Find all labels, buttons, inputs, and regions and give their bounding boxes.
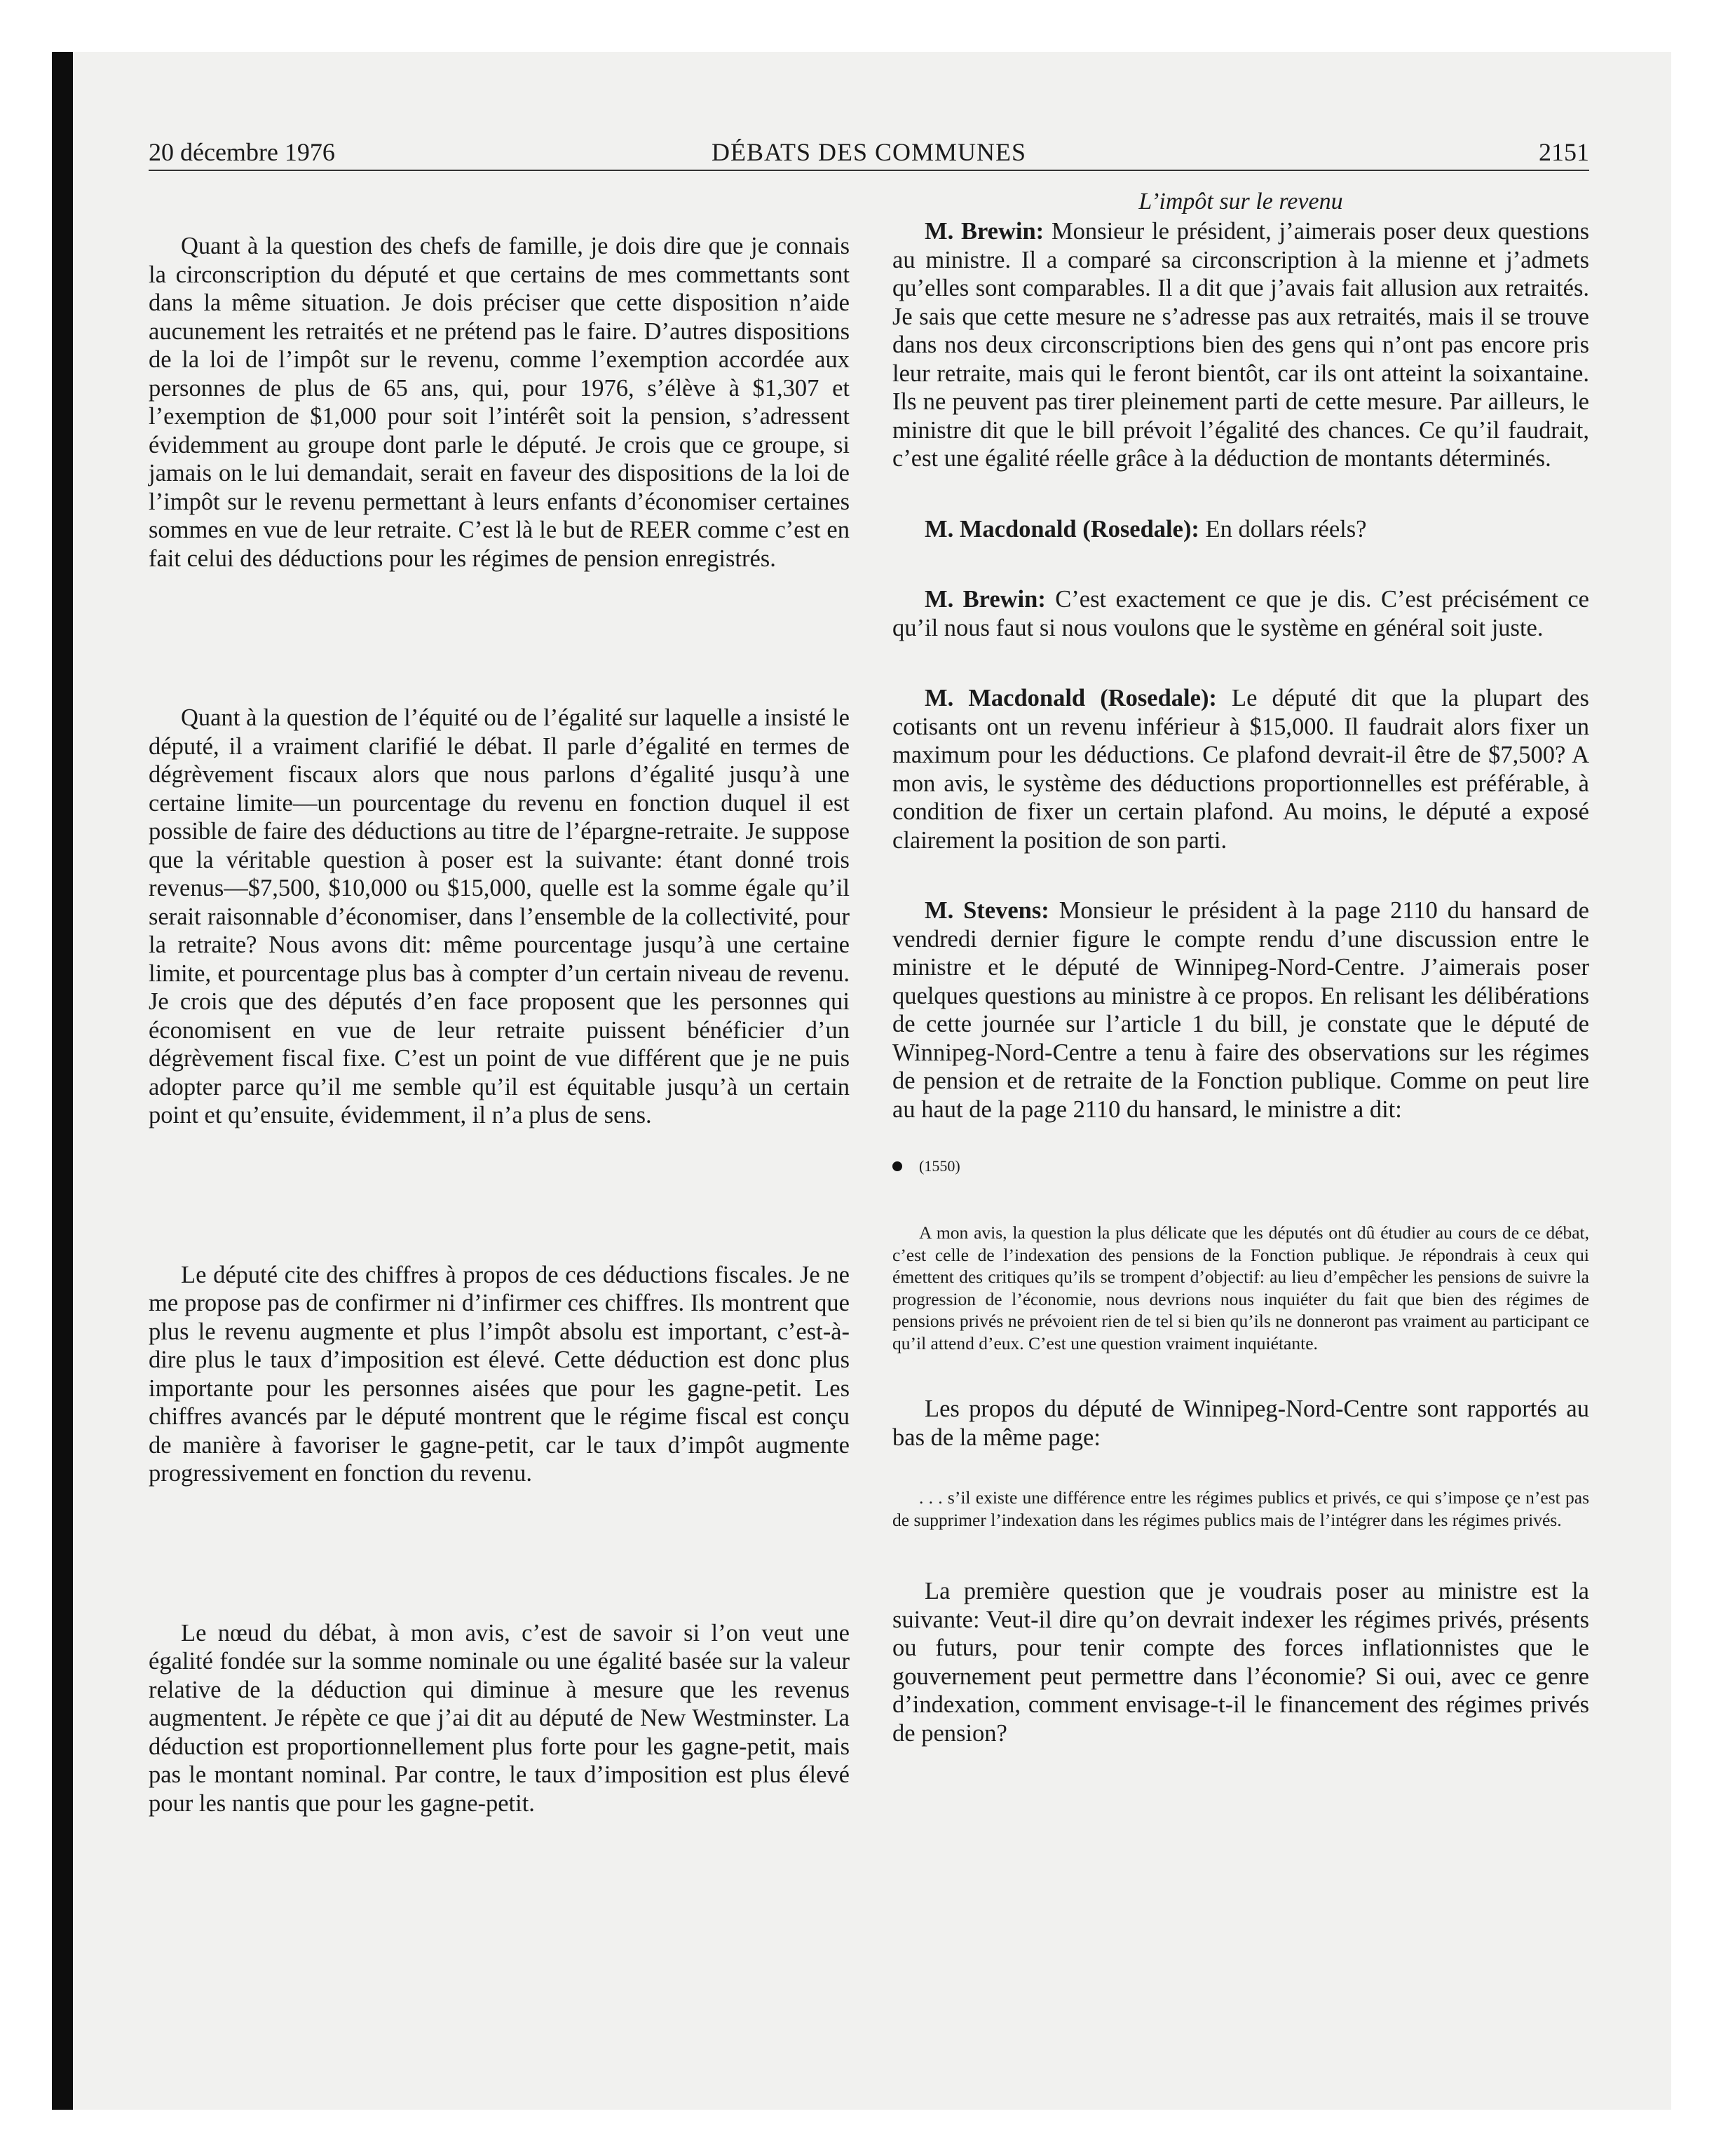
paragraph-equity: Quant à la question de l’équité ou de l’égalité sur laquelle a insisté le député, il a vraiment clarifié le débat. Il parle d’égalité en termes de dégrèvement fiscaux alors que nous parlons d’égalité jusqu’à une certaine limite—un pourcentage du revenu en fonction duquel il est possible de faire des déductions au titre de l’épargne-retraite. Je suppose que la véritable question à poser est la suivante: étant donné trois revenus—$7,500, $10,000 ou $15,000, quelle est la somme égale qu’il serait raisonnable d’économiser, dans l’ensemble de la collectivité, pour la retraite? Nous avons dit: même pourcentage jusqu’à une certaine limite, et pourcentage plus bas à compter d’un certain niveau de revenu. Je crois que des députés d’en face proposent que les personnes qui économisent en vue de leur retraite puissent bénéficier d’un dégrèvement fiscal fixe. C’est un point de vue différent que je ne puis adopter parce qu’il me semble qu’il est équitable jusqu’à un certain point et qu’ensuite, évidemment, il n’a plus de sens. [149, 704, 850, 1128]
paragraph-heads-of-family: Quant à la question des chefs de famille, je dois dire que je connais la circonscription du député et que certains de mes commettants sont dans la même situation. Je dois préciser que cette disposition n’aide aucunement les retraités et ne prétend pas le faire. D’autres dispositions de la loi de l’impôt sur le revenu, comme l’exemption accordée aux personnes de plus de 65 ans, qui, pour 1976, s’élève à $1,307 et l’exemption de $1,000 pour soit l’intérêt soit la pension, s’adressent évidemment au groupe dont parle le député. Je crois que ce groupe, si jamais on le lui demandait, serait en faveur des dispositions de la loi de l’impôt sur le revenu permettant à leurs enfants d’économiser certaines sommes en vue de leur retraite. C’est là le but de REER comme c’est en fait celui des déductions pour les régimes de pension enregistrés. [149, 233, 850, 572]
right-column [892, 188, 1589, 1747]
speaker-name: M. Brewin: [925, 586, 1046, 613]
speaker-name: M. Macdonald (Rosedale): [925, 685, 1217, 711]
quote-minister: A mon avis, la question la plus délicate que les députés ont dû étudier au cours de ce débat, c’est celle de l’indexation des pensions de la Fonction publique. Je répondrais à ceux qui émettent des critiques qu’ils se trompent d’objectif: au lieu d’empêcher les pensions de suivre la progression de l’économie, nous devrions nous inquiéter du fait que bien des régimes de pensions privés ne prévoient rien de tel si bien qu’ils ne donneront pas vraiment au participant ce qu’il attend d’eux. C’est une question vraiment inquiétante. [892, 1222, 1589, 1353]
paragraph-figures: Le député cite des chiffres à propos de ces déductions fiscales. Je ne me propose pas de confirmer ni d’infirmer ces chiffres. Ils montrent que plus le revenu augmente et plus l’impôt absolu est important, c’est-à-dire plus le taux d’imposition est élevé. Cette déduction est donc plus importante pour les personnes aisées que pour les gagne-petit. Les chiffres avancés par le député montrent que le régime fiscal est conçu de manière à favoriser le gagne-petit, car le taux d’impôt augmente progressivement en fonction du revenu. [149, 1261, 850, 1487]
paragraph-crux: Le nœud du débat, à mon avis, c’est de savoir si l’on veut une égalité fondée sur la somme nominale ou une égalité basée sur la valeur relative de la déduction qui diminue à mesure que les revenus augmentent. Je répète ce que j’ai dit au député de New Westminster. La déduction est proportionnellement plus forte pour les gagne-petit, mais pas le montant nominal. Par contre, le taux d’imposition est plus élevé pour les nantis que pour les gagne-petit. [149, 1619, 850, 1817]
page-header [149, 137, 1589, 171]
intervention-macdonald-2 [892, 684, 1589, 854]
timestamp-text: (1550) [919, 1157, 960, 1175]
intervention-stevens [892, 896, 1589, 1124]
section-title: L’impôt sur le revenu [1138, 189, 1343, 214]
paragraph-first-question: La première question que je voudrais poser au ministre est la suivante: Veut-il dire qu’on devrait indexer les régimes privés, présents ou futurs, pour tenir compte des forces inflationnistes que le gouvernement peut permettre dans l’économie? Si oui, avec ce genre d’indexation, comment envisage-t-il le financement des régimes privés de pension? [892, 1578, 1589, 1747]
timestamp [892, 1157, 1589, 1175]
intervention-text: Monsieur le président, j’aimerais poser deux questions au ministre. Il a comparé sa circonscription à la mienne et j’admets qu’elles sont comparables. Il a dit que j’avais fait allusion aux retraités. Je sais que cette mesure ne s’adresse pas aux retraités, mais il se trouve dans nos deux circonscriptions bien des gens qui n’ont pas encore pris leur retraite, mais qui le feront bientôt, car ils ont atteint la soixantaine. Ils ne peuvent pas tirer pleinement parti de cette mesure. Par ailleurs, le ministre dit que le bill prévoit l’égalité des chances. Ce qu’il faudrait, c’est une égalité réelle grâce à la déduction de montants déterminés. [892, 218, 1589, 472]
intervention-text: En dollars réels? [1199, 515, 1367, 543]
intervention-text: C’est exactement ce que je dis. C’est précisément ce qu’il nous faut si nous voulons que le système en général soit juste. [892, 586, 1589, 641]
intervention-text: Monsieur le président à la page 2110 du hansard de vendredi dernier figure le compte rendu d’une discussion entre le ministre et le député de Winnipeg-Nord-Centre. J’aimerais poser quelques questions au ministre à ce propos. En relisant les délibérations de cette journée sur l’article 1 du bill, je constate que le député de Winnipeg-Nord-Centre a tenu à faire des observations sur les régimes de pension et de retraite de la Fonction publique. Comme on peut lire au haut de la page 2110 du hansard, le ministre a dit: [892, 897, 1589, 1123]
intervention-macdonald-1 [892, 515, 1589, 544]
left-column [149, 188, 850, 1817]
header-date: 20 décembre 1976 [149, 138, 335, 166]
speaker-name: M. Stevens: [925, 897, 1049, 924]
header-page-number: 2151 [1539, 138, 1589, 166]
header-title: DÉBATS DES COMMUNES [711, 138, 1027, 166]
paragraph-reported-remarks: Les propos du député de Winnipeg-Nord-Centre sont rapportés au bas de la même page: [892, 1396, 1589, 1451]
intervention-text: Le député dit que la plupart des cotisants ont un revenu inférieur à $15,000. Il faudrait alors fixer un maximum pour les déductions. Ce plafond devrait-il être de $7,500? A mon avis, le système des déductions proportionnelles est préférable, à condition de fixer un certain plafond. Au moins, le député a exposé clairement la position de son parti. [892, 685, 1589, 854]
binding-edge [52, 52, 73, 2110]
speaker-name: M. Macdonald (Rosedale): [925, 515, 1199, 543]
speaker-name: M. Brewin: [925, 218, 1045, 245]
intervention-brewin-1 [892, 217, 1589, 473]
intervention-brewin-2 [892, 585, 1589, 642]
bullet-icon [892, 1161, 902, 1171]
quote-winnipeg-member: . . . s’il existe une différence entre les régimes publics et privés, ce qui s’impose çe n’est pas de supprimer l’indexation dans les régimes publics mais de l’intégrer dans les régimes privés. [892, 1487, 1589, 1530]
